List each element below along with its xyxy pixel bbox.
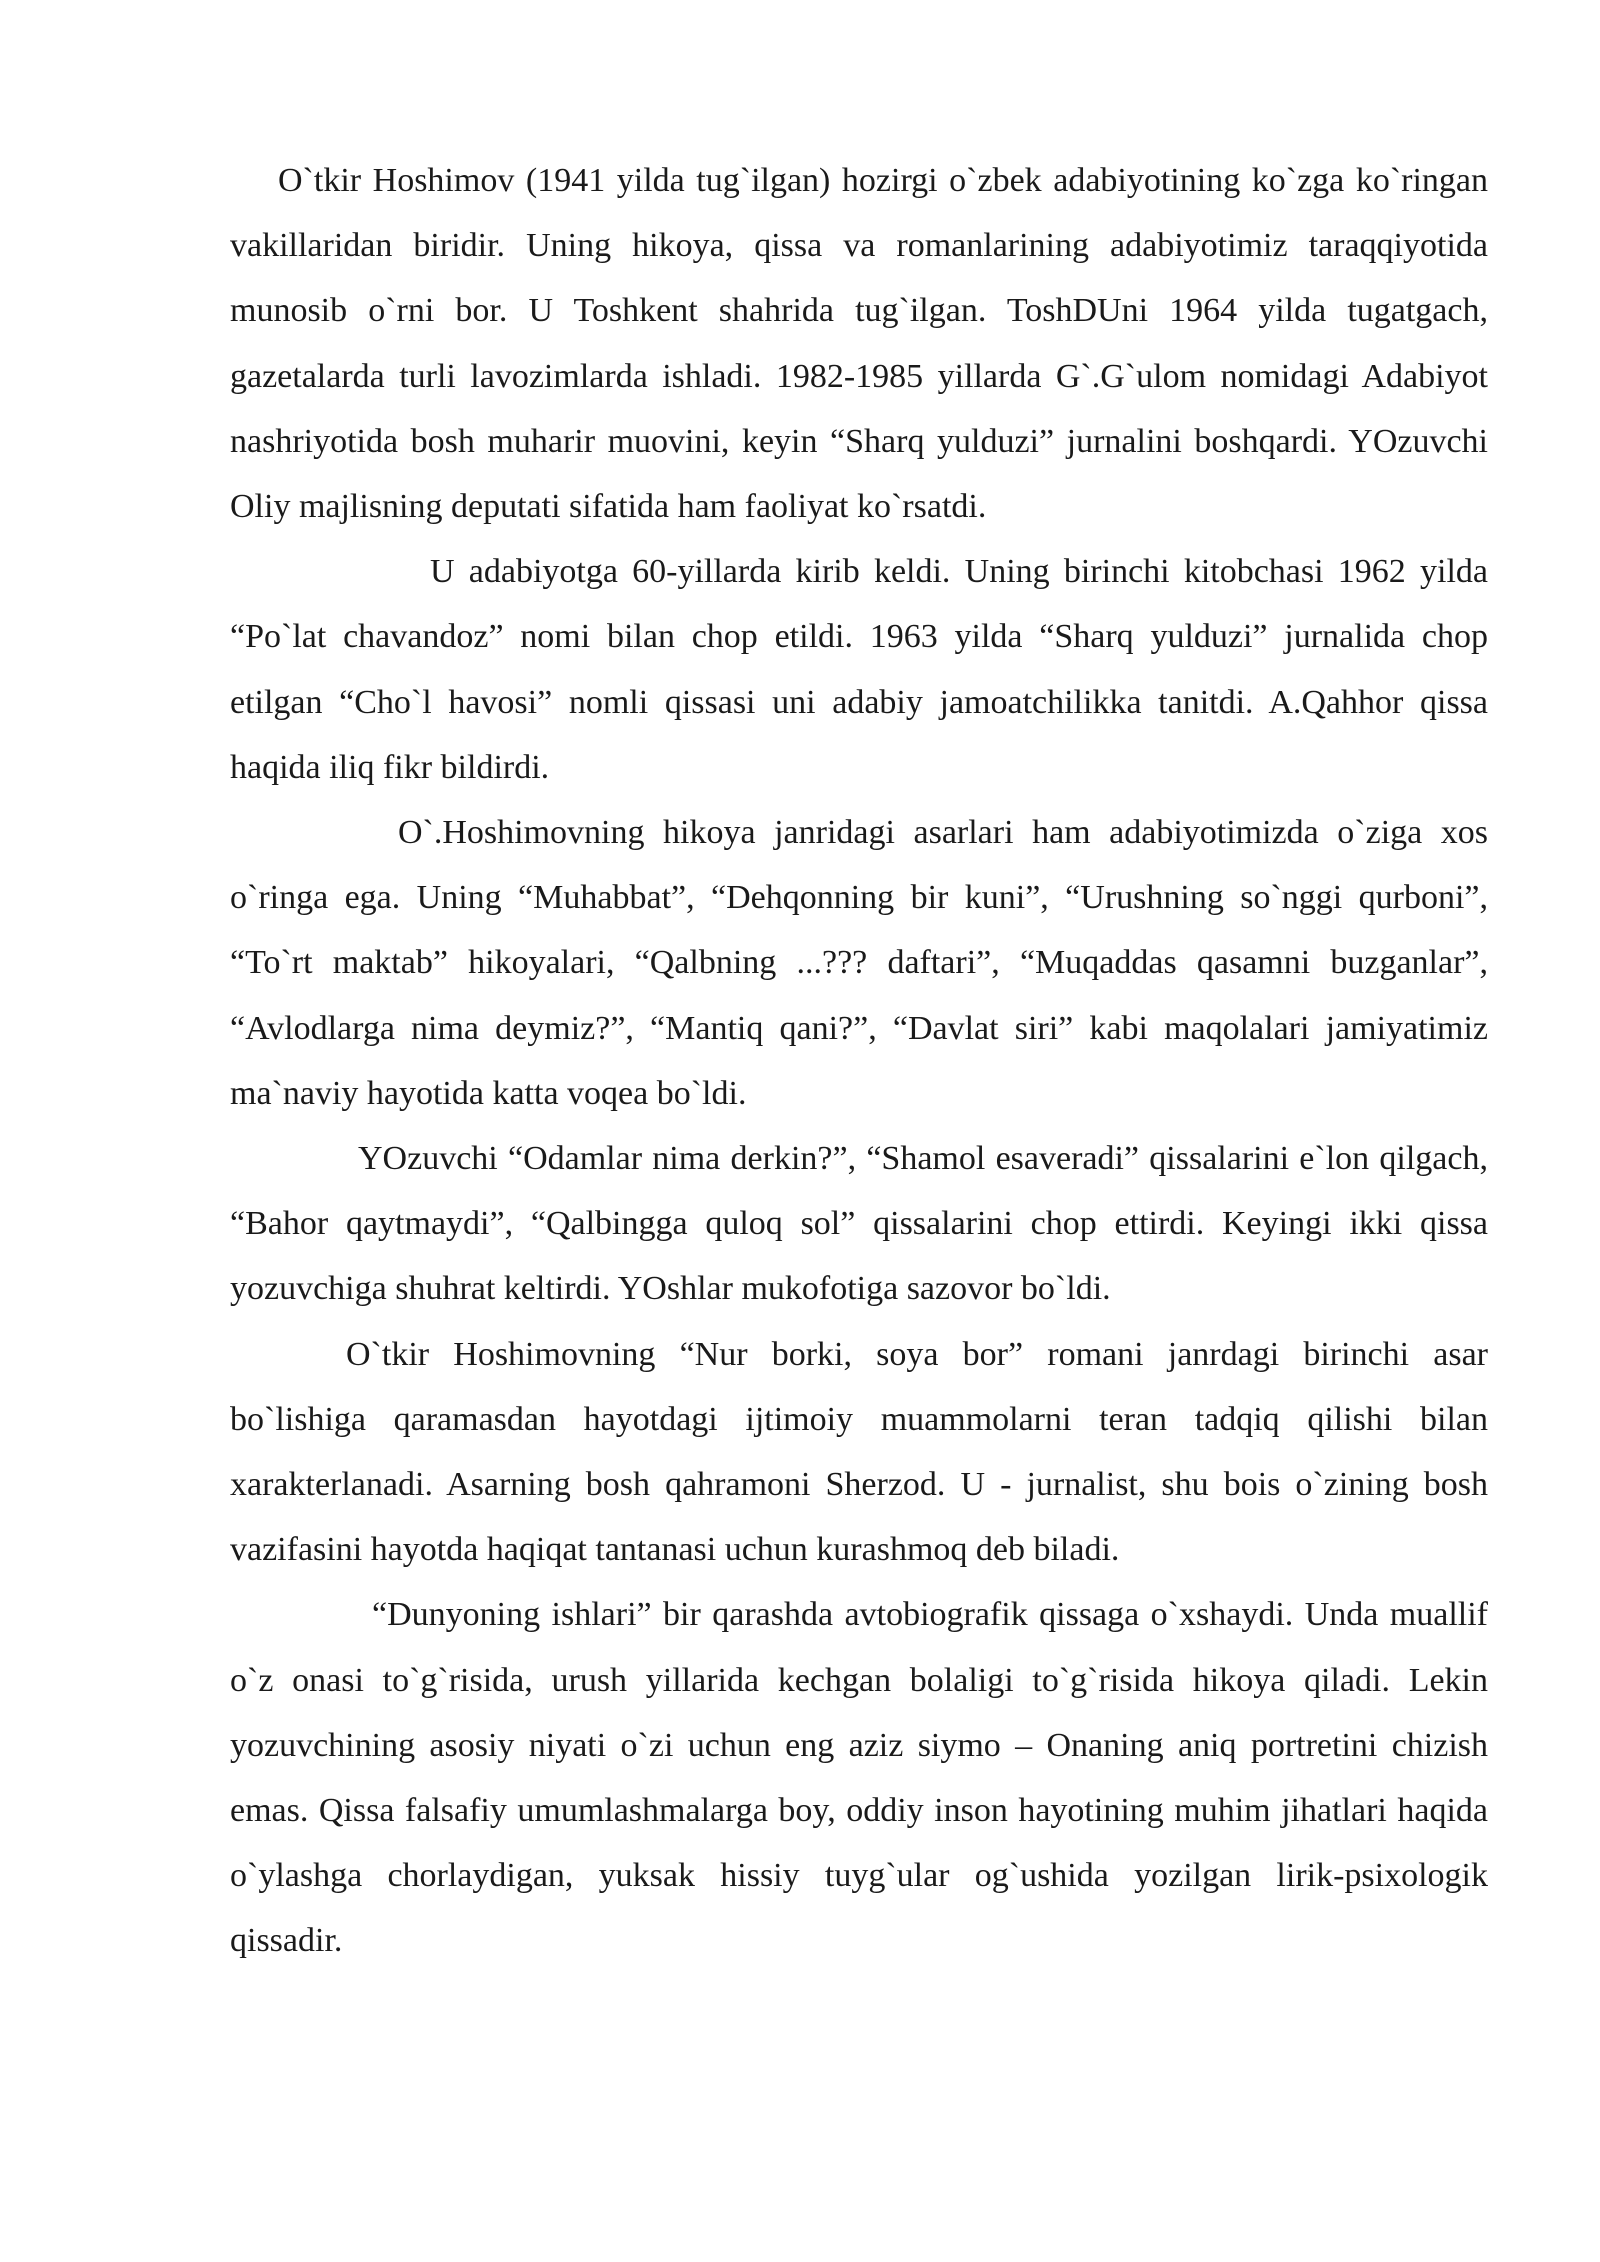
paragraph-dunyoning-ishlari: “Dunyoning ishlari” bir qarashda avtobiografik qissaga o`xshaydi. Unda muallif o`z onasi to`g`risida, urush yillarida kechgan bolaligi to`g`risida hikoya qiladi. Lekin yozuvchining asosiy niyati o`zi uchun eng aziz siymo – Onaning aniq portretini chizish emas. Qissa falsafiy umumlashmalarga boy, oddiy inson hayotining muhim jihatlari haqida o`ylashga chorlaydigan, yuksak hissiy tuyg`ular og`ushida yozilgan lirik-psixologik qissadir. [230,1596,1488,1960]
paragraph-novellas: YOzuvchi “Odamlar nima derkin?”, “Shamol esaveradi” qissalarini e`lon qilgach, “Bahor qaytmaydi”, “Qalbingga quloq sol” qissalarini chop ettirdi. Keyingi ikki qissa yozuvchiga shuhrat keltirdi. YOshlar mukofotiga sazovor bo`ldi. [230,1140,1488,1308]
paragraph-short-stories: O`.Hoshimovning hikoya janridagi asarlari ham adabiyotimizda o`ziga xos o`ringa ega. Uning “Muhabbat”, “Dehqonning bir kuni”, “Urushning so`nggi qurboni”, “To`rt maktab” hikoyalari, “Qalbning ...??? daftari”, “Muqaddas qasamni buzganlar”, “Avlodlarga nima deymiz?”, “Mantiq qani?”, “Davlat siri” kabi maqolalari jamiyatimiz ma`naviy hayotida katta voqea bo`ldi. [230,814,1488,1112]
paragraph-novel: O`tkir Hoshimovning “Nur borki, soya bor” romani janrdagi birinchi asar bo`lishiga qaramasdan hayotdagi ijtimoiy muammolarni teran tadqiq qilishi bilan xarakterlanadi. Asarning bosh qahramoni Sherzod. U - jurnalist, shu bois o`zining bosh vazifasini hayotda haqiqat tantanasi uchun kurashmoq deb biladi. [230,1335,1488,1569]
document-body [230,148,1488,1974]
paragraph-biography: O`tkir Hoshimov (1941 yilda tug`ilgan) hozirgi o`zbek adabiyotining ko`zga ko`ringan vakillaridan biridir. Uning hikoya, qissa va romanlarining adabiyotimiz taraqqiyotida munosib o`rni bor. U Toshkent shahrida tug`ilgan. ToshDUni 1964 yilda tugatgach, gazetalarda turli lavozimlarda ishladi. 1982-1985 yillarda G`.G`ulom nomidagi Adabiyot nashriyotida bosh muharir muovini, keyin “Sharq yulduzi” jurnalini boshqardi. YOzuvchi Oliy majlisning deputati sifatida ham faoliyat ko`rsatdi. [230,162,1488,526]
paragraph-literary-debut: U adabiyotga 60-yillarda kirib keldi. Uning birinchi kitobchasi 1962 yilda “Po`lat chavandoz” nomi bilan chop etildi. 1963 yilda “Sharq yulduzi” jurnalida chop etilgan “Cho`l havosi” nomli qissasi uni adabiy jamoatchilikka tanitdi. A.Qahhor qissa haqida iliq fikr bildirdi. [230,553,1488,786]
